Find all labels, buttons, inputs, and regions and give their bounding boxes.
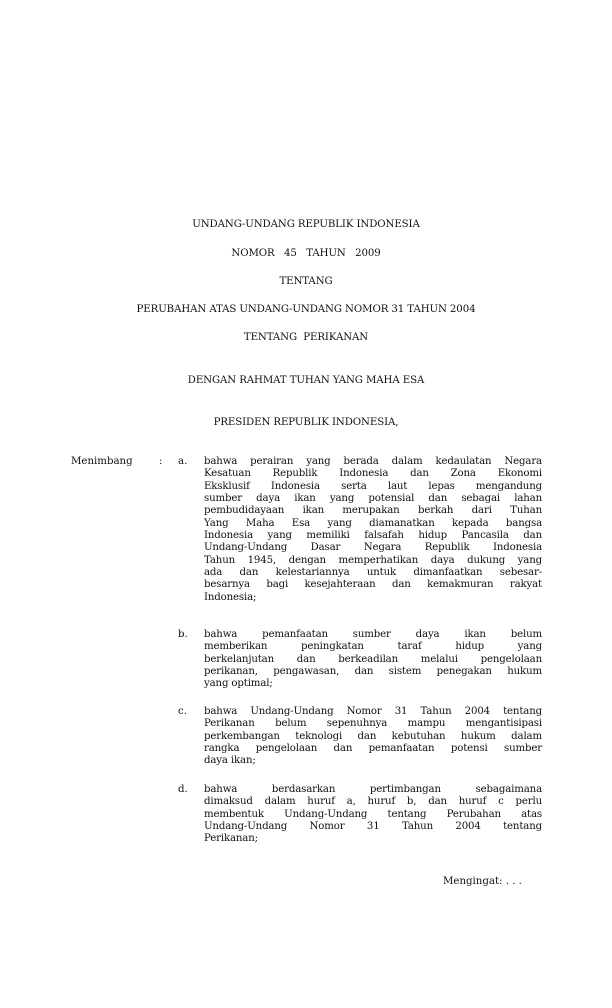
text-line: daya ikan; — [204, 755, 256, 767]
text-line: perikanan, pengawasan, dan sistem penegakan hukum — [204, 666, 542, 678]
text-line: memberikan peningkatan taraf hidup yang — [204, 641, 542, 653]
text-line: Indonesia yang memiliki falsafah hidup Pancasila dan — [204, 530, 542, 542]
text-line: bahwa perairan yang berada dalam kedaulatan Negara — [204, 456, 542, 467]
law-title: UNDANG-UNDANG REPUBLIK INDONESIA — [192, 219, 420, 230]
text-line: ada dan kelestariannya untuk dimanfaatkan sebesar- — [204, 567, 542, 579]
text-line: bahwa pemanfaatan sumber daya ikan belum — [204, 629, 542, 640]
item-letter-b: b. — [178, 629, 188, 640]
subject-title: TENTANG PERIKANAN — [243, 332, 369, 343]
item-body-c — [204, 706, 542, 768]
president-heading: PRESIDEN REPUBLIK INDONESIA, — [213, 417, 399, 428]
text-line: pembudidayaan ikan merupakan berkah dari Tuhan — [204, 505, 542, 517]
item-letter-a: a. — [178, 456, 188, 467]
menimbang-label: Menimbang — [71, 456, 133, 467]
text-line: Perikanan; — [204, 833, 258, 845]
text-line: rangka pengelolaan dan pemanfaatan potensi sumber — [204, 743, 542, 755]
text-line: membentuk Undang-Undang tentang Perubahan atas — [204, 808, 542, 820]
text-line: sumber daya ikan yang potensial dan sebagai lahan — [204, 493, 542, 505]
text-line: Perikanan belum sepenuhnya mampu mengantisipasi — [204, 718, 542, 730]
invocation: DENGAN RAHMAT TUHAN YANG MAHA ESA — [187, 375, 425, 386]
law-number: NOMOR 45 TAHUN 2009 — [231, 248, 381, 259]
item-letter-c: c. — [178, 706, 187, 717]
text-line: Kesatuan Republik Indonesia dan Zona Ekonomi — [204, 468, 542, 480]
menimbang-colon: : — [159, 456, 163, 467]
text-line: bahwa Undang-Undang Nomor 31 Tahun 2004 tentang — [204, 706, 542, 717]
text-line: Yang Maha Esa yang diamanatkan kepada bangsa — [204, 517, 542, 529]
tentang-heading: TENTANG — [279, 276, 333, 287]
text-line: Indonesia; — [204, 591, 257, 603]
text-line: Undang-Undang Nomor 31 Tahun 2004 tentang — [204, 821, 542, 833]
text-line: Tahun 1945, dengan memperhatikan daya dukung yang — [204, 554, 542, 566]
next-page-catchword: Mengingat: . . . — [443, 876, 522, 887]
text-line: yang optimal; — [204, 678, 273, 690]
text-line: dimaksud dalam huruf a, huruf b, dan huruf c perlu — [204, 796, 542, 808]
text-line: besarnya bagi kesejahteraan dan kemakmuran rakyat — [204, 579, 542, 591]
item-body-a — [204, 456, 542, 604]
text-line: bahwa berdasarkan pertimbangan sebagaimana — [204, 784, 542, 795]
item-body-d — [204, 784, 542, 846]
text-line: perkembangan teknologi dan kebutuhan hukum dalam — [204, 730, 542, 742]
text-line: Eksklusif Indonesia serta laut lepas mengandung — [204, 480, 542, 492]
text-line: Undang-Undang Dasar Negara Republik Indonesia — [204, 542, 542, 554]
item-body-b — [204, 629, 542, 691]
text-line: berkelanjutan dan berkeadilan melalui pengelolaan — [204, 653, 542, 665]
item-letter-d: d. — [178, 784, 188, 795]
amendment-title: PERUBAHAN ATAS UNDANG-UNDANG NOMOR 31 TAHUN 2004 — [136, 304, 476, 315]
